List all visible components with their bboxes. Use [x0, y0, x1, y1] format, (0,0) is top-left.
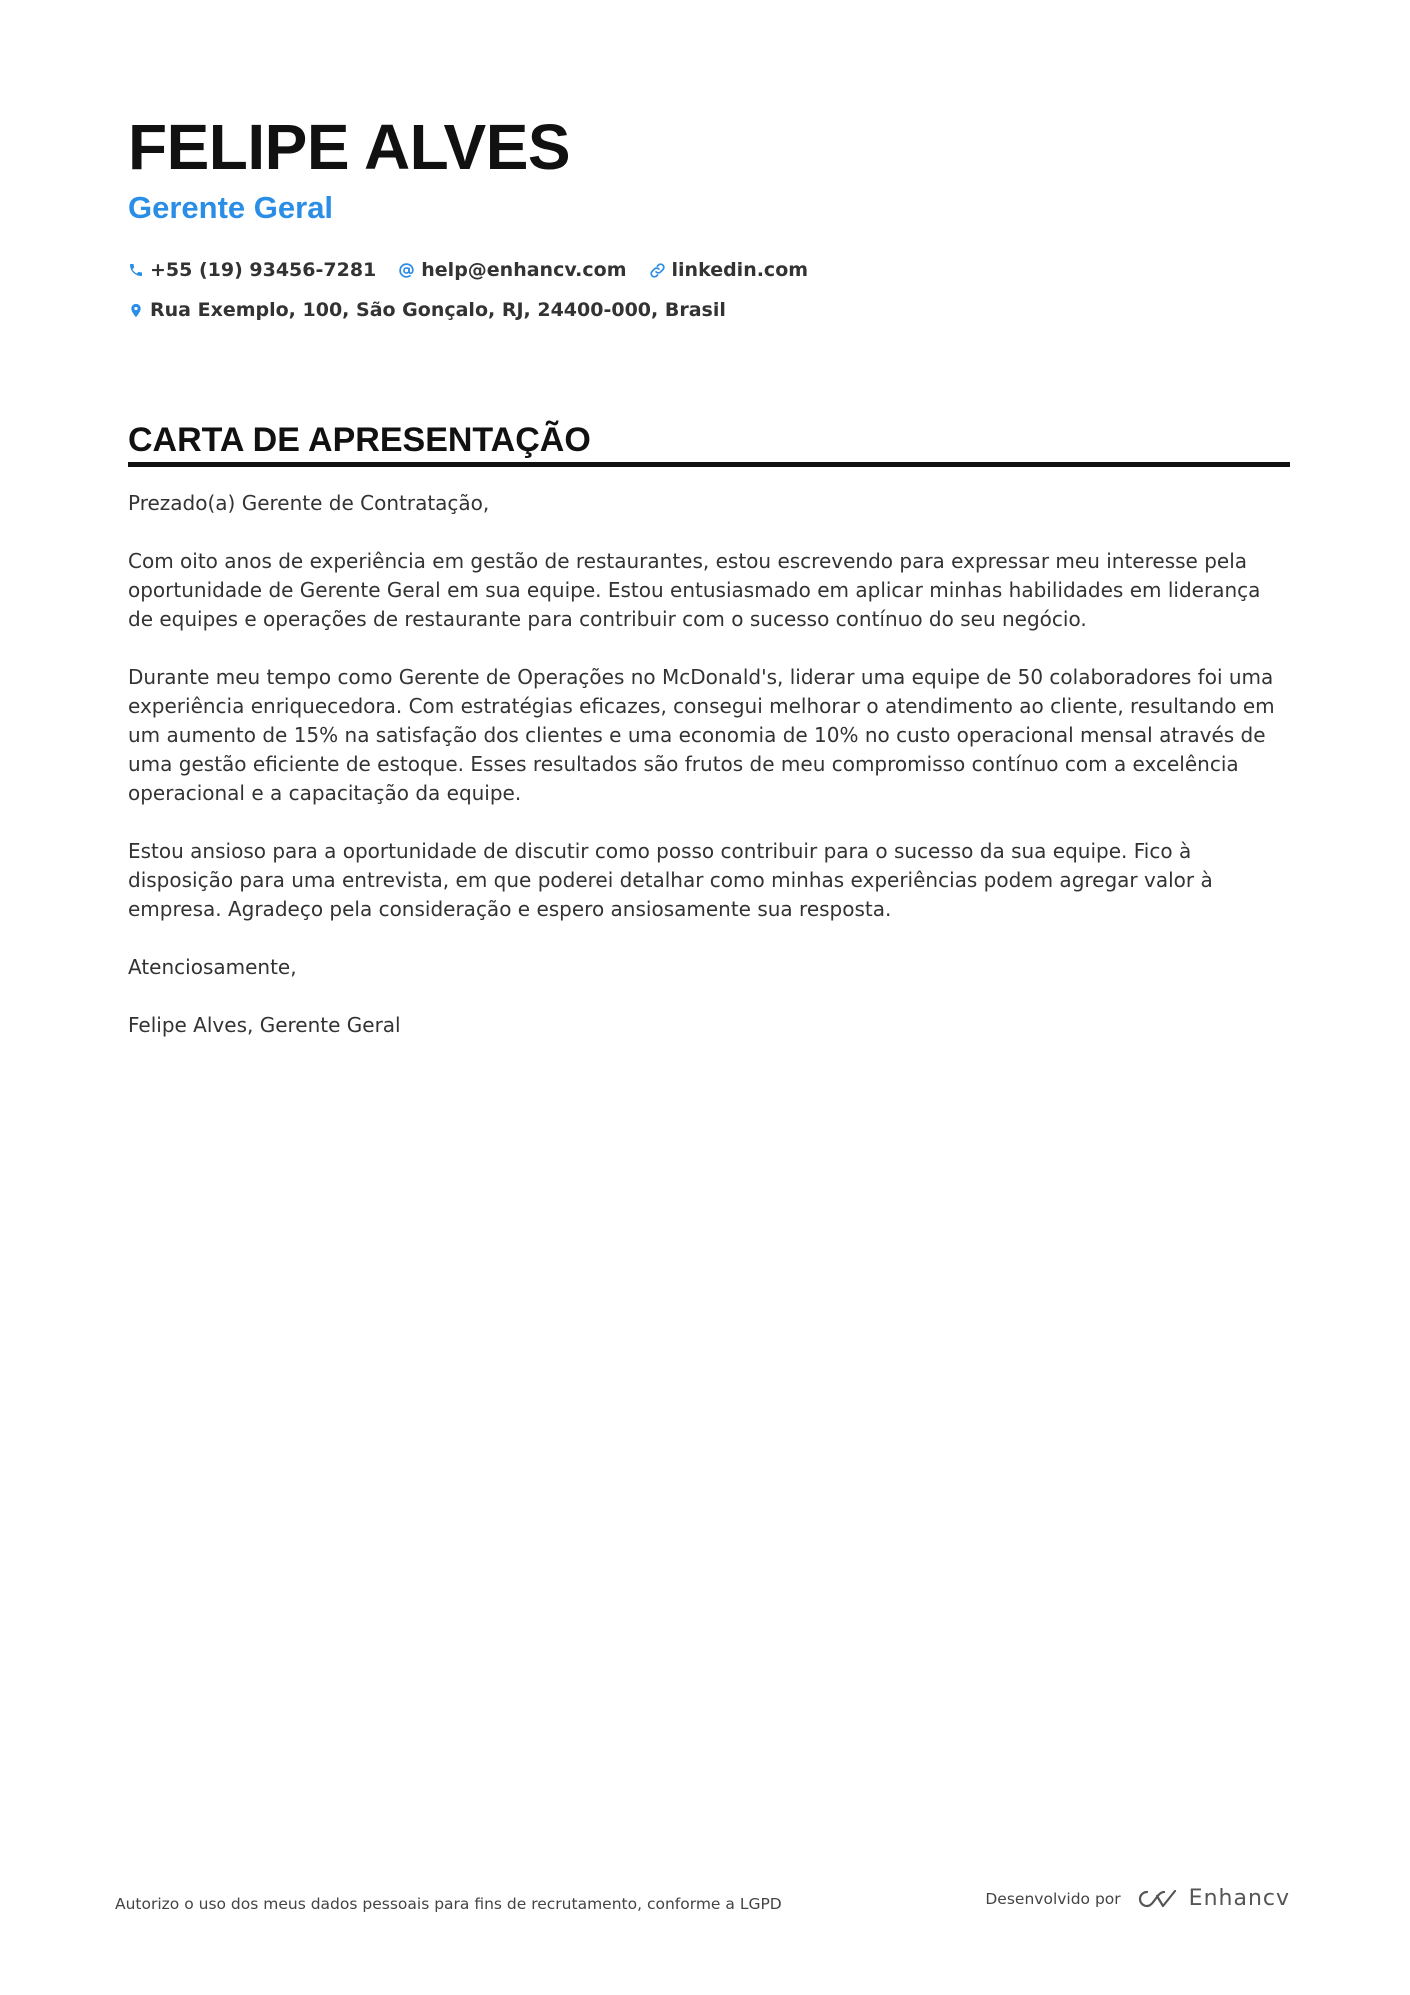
applicant-name: FELIPE ALVES: [128, 111, 571, 183]
location-pin-icon: [128, 302, 144, 319]
contact-linkedin[interactable]: [649, 259, 809, 281]
contact-address: [128, 299, 726, 321]
applicant-role: Gerente Geral: [128, 190, 334, 225]
contact-info: [128, 250, 1290, 330]
powered-by[interactable]: [985, 1886, 1290, 1911]
contact-row-2: [128, 290, 1290, 330]
address-text: Rua Exemplo, 100, São Gonçalo, RJ, 24400-000, Brasil: [150, 299, 726, 321]
contact-phone[interactable]: [128, 259, 376, 281]
letter-paragraph-1: Com oito anos de experiência em gestão de restaurantes, estou escrevendo para expressar meu interesse pela oportunidade de Gerente Geral em sua equipe. Estou entusiasmado em aplicar minhas habilidades em liderança de equipes e operações de restaurante para contribuir com o sucesso contínuo do seu negócio.: [128, 549, 1261, 631]
email-text: help@enhancv.com: [421, 259, 627, 281]
enhancv-logo-icon: [1133, 1887, 1179, 1911]
letter-paragraph-2: Durante meu tempo como Gerente de Operações no McDonald's, liderar uma equipe de 50 colaboradores foi uma experiência enriquecedora. Com estratégias eficazes, consegui melhorar o atendimento ao cliente, resultando em um aumento de 15% na satisfação dos clientes e uma economia de 10% no custo operacional mensal através de uma gestão eficiente de estoque. Esses resultados são frutos de meu compromisso contínuo com a excelência operacional e a capacitação da equipe.: [128, 665, 1275, 805]
cover-letter-page: [128, 110, 1290, 1069]
phone-icon: [128, 262, 144, 278]
at-icon: [398, 262, 415, 279]
powered-by-label: Desenvolvido por: [985, 1889, 1121, 1908]
contact-row-1: [128, 250, 1290, 290]
section-title: CARTA DE APRESENTAÇÃO: [128, 420, 1290, 467]
letter-signature: Felipe Alves, Gerente Geral: [128, 1013, 401, 1037]
link-icon: [649, 262, 666, 279]
letter-greeting: Prezado(a) Gerente de Contratação,: [128, 491, 490, 515]
brand-name: Enhancv: [1188, 1886, 1290, 1911]
letter-closing: Atenciosamente,: [128, 955, 297, 979]
letter-paragraph-3: Estou ansioso para a oportunidade de discutir como posso contribuir para o sucesso da sua equipe. Fico à disposição para uma entrevista, em que poderei detalhar como minhas experiências podem agregar valor à empresa. Agradeço pela consideração e espero ansiosamente sua resposta.: [128, 839, 1213, 921]
phone-text: +55 (19) 93456-7281: [150, 259, 377, 281]
consent-note: Autorizo o uso dos meus dados pessoais para fins de recrutamento, conforme a LGPD: [115, 1895, 782, 1913]
linkedin-text: linkedin.com: [671, 259, 809, 281]
letter-body: [128, 489, 1290, 1040]
contact-email[interactable]: [398, 259, 626, 281]
